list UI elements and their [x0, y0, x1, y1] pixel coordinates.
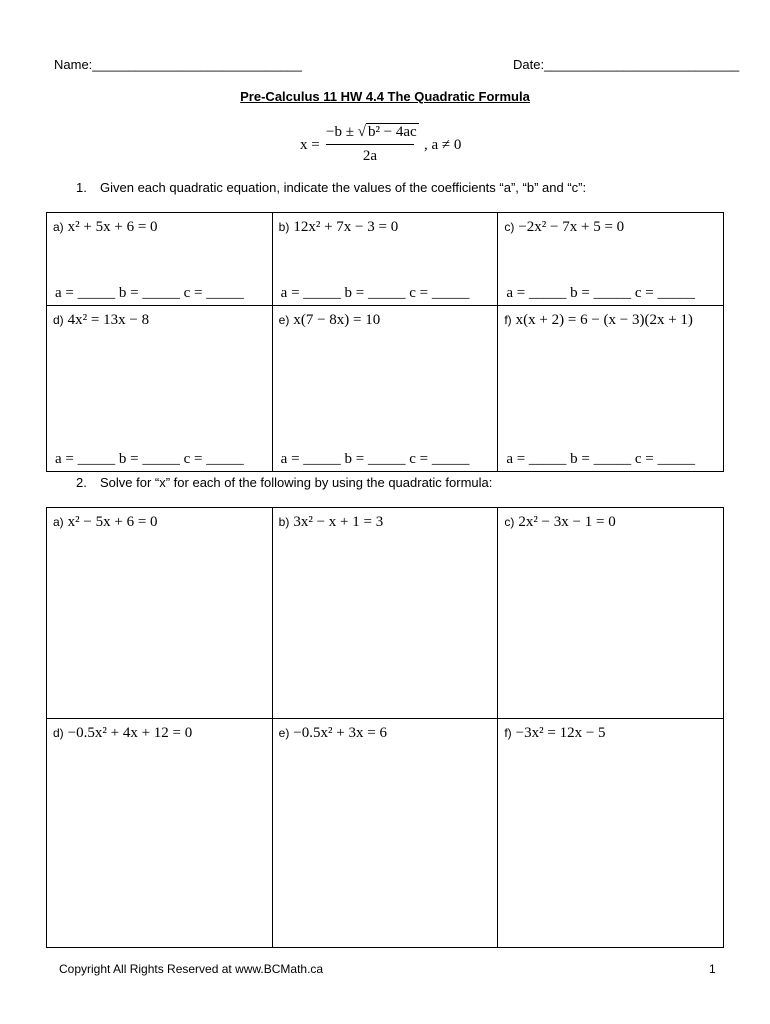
- problem-cell[interactable]: [498, 213, 724, 306]
- problem-label: c) −2x² − 7x + 5 = 0: [504, 219, 625, 235]
- problem-cell[interactable]: [498, 306, 724, 472]
- equation: −2x² − 7x + 5 = 0: [518, 219, 625, 235]
- question-number: 2.: [76, 475, 87, 490]
- coefficients-grid: [46, 212, 724, 472]
- coefficient-answer-line[interactable]: a = _____ b = _____ c = _____: [506, 451, 696, 467]
- equation: x(x + 2) = 6 − (x − 3)(2x + 1): [515, 312, 693, 328]
- work-cell[interactable]: [498, 719, 724, 948]
- solve-grid: [46, 507, 724, 948]
- page-title: Pre-Calculus 11 HW 4.4 The Quadratic Formula: [240, 89, 530, 104]
- equation: −0.5x² + 4x + 12 = 0: [67, 725, 193, 741]
- work-cell[interactable]: [272, 719, 498, 948]
- problem-cell[interactable]: [272, 213, 498, 306]
- problem-label: a) x² + 5x + 6 = 0: [53, 219, 158, 235]
- formula-lhs: x =: [300, 137, 320, 153]
- question-1-instruction: [76, 180, 586, 195]
- formula-fraction: [326, 124, 417, 165]
- coefficient-answer-line[interactable]: a = _____ b = _____ c = _____: [280, 285, 470, 301]
- date-field-line: Date:___________________________: [513, 57, 740, 72]
- question-text: Given each quadratic equation, indicate the values of the coefficients “a”, “b” and “c”:: [100, 180, 587, 195]
- coefficient-answer-line[interactable]: a = _____ b = _____ c = _____: [280, 451, 470, 467]
- formula-denominator: 2a: [362, 148, 378, 164]
- equation: x² + 5x + 6 = 0: [67, 219, 158, 235]
- equation: x² − 5x + 6 = 0: [67, 514, 158, 530]
- work-cell[interactable]: [47, 719, 273, 948]
- problem-cell[interactable]: [47, 306, 273, 472]
- coefficient-answer-line[interactable]: a = _____ b = _____ c = _____: [506, 285, 696, 301]
- problem-label: b) 12x² + 7x − 3 = 0: [278, 219, 399, 235]
- equation: 2x² − 3x − 1 = 0: [518, 514, 616, 530]
- coefficient-answer-line[interactable]: a = _____ b = _____ c = _____: [55, 451, 244, 467]
- equation: 12x² + 7x − 3 = 0: [293, 219, 399, 235]
- name-field-line: Name:_____________________________: [54, 57, 302, 72]
- problem-label: f) x(x + 2) = 6 − (x − 3)(2x + 1): [504, 312, 693, 328]
- problem-label: c) 2x² − 3x − 1 = 0: [504, 514, 616, 530]
- problem-label: e) x(7 − 8x) = 10: [278, 312, 381, 328]
- equation: x(7 − 8x) = 10: [293, 312, 381, 328]
- problem-label: b) 3x² − x + 1 = 3: [278, 514, 384, 530]
- problem-label: e) −0.5x² + 3x = 6: [278, 725, 387, 741]
- problem-label: d) −0.5x² + 4x + 12 = 0: [53, 725, 193, 741]
- footer-copyright: Copyright All Rights Reserved at www.BCMath.ca: [59, 962, 324, 976]
- page-number: 1: [709, 962, 716, 976]
- question-2-instruction: [76, 475, 492, 490]
- formula-numerator-prefix: −b ± √: [326, 124, 366, 140]
- problem-cell[interactable]: [272, 306, 498, 472]
- problem-label: a) x² − 5x + 6 = 0: [53, 514, 158, 530]
- formula-numerator: [326, 124, 417, 145]
- problem-label: d) 4x² = 13x − 8: [53, 312, 150, 328]
- equation: −3x² = 12x − 5: [515, 725, 606, 741]
- problem-label: f) −3x² = 12x − 5: [504, 725, 606, 741]
- equation: 4x² = 13x − 8: [67, 312, 150, 328]
- work-cell[interactable]: [47, 508, 273, 719]
- coefficient-answer-line[interactable]: a = _____ b = _____ c = _____: [55, 285, 244, 301]
- formula-radicand: b² − 4ac: [367, 124, 417, 140]
- question-number: 1.: [76, 180, 87, 195]
- work-cell[interactable]: [498, 508, 724, 719]
- question-text: Solve for “x” for each of the following by using the quadratic formula:: [100, 475, 493, 490]
- formula-condition: , a ≠ 0: [424, 137, 462, 153]
- equation: 3x² − x + 1 = 3: [293, 514, 384, 530]
- equation: −0.5x² + 3x = 6: [293, 725, 387, 741]
- quadratic-formula: [300, 124, 500, 168]
- problem-cell[interactable]: [47, 213, 273, 306]
- work-cell[interactable]: [272, 508, 498, 719]
